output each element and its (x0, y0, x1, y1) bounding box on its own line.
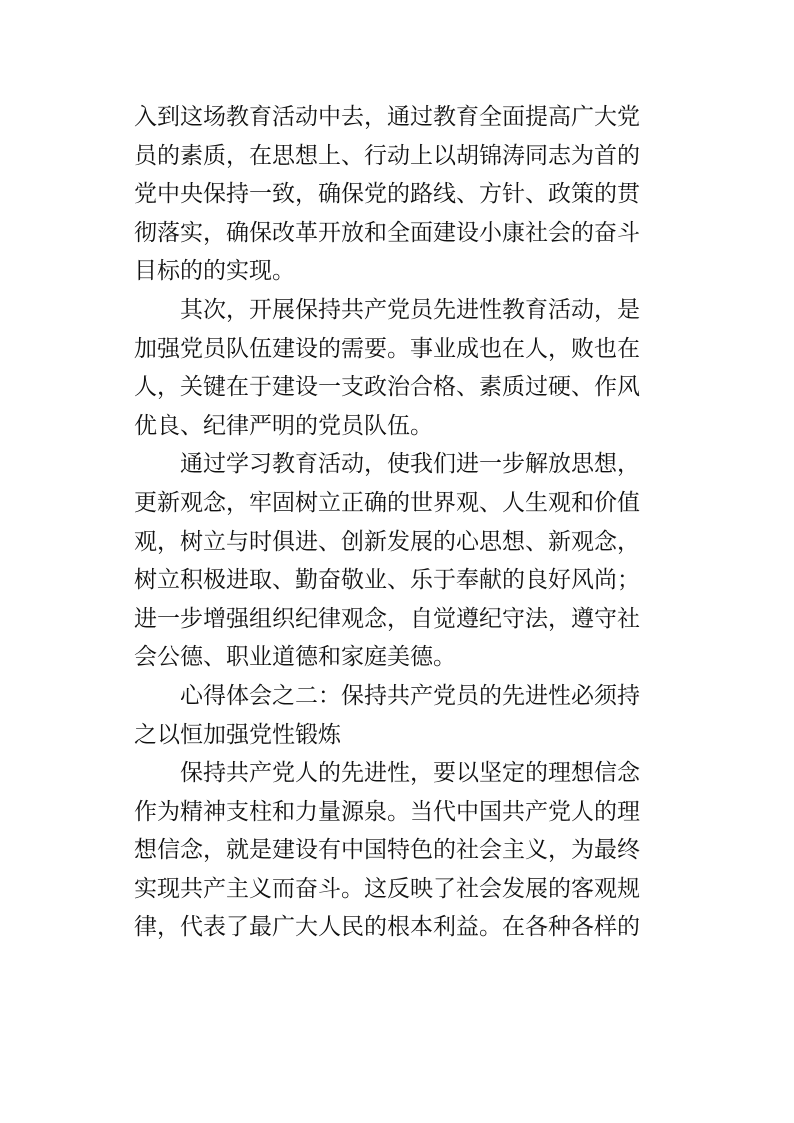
text-line-19: 作为精神支柱和力量源泉。当代中国共产党人的理 (134, 798, 640, 825)
text-line-14: 进一步增强组织纪律观念，自觉遵纪守法，遵守社 (134, 605, 640, 632)
text-line-16: 心得体会之二：保持共产党员的先进性必须持 (134, 682, 640, 709)
text-line-15: 会公德、职业道德和家庭美德。 (134, 644, 456, 671)
text-line-21: 实现共产主义而奋斗。这反映了社会发展的客观规 (134, 875, 640, 902)
text-line-4: 彻落实，确保改革开放和全面建设小康社会的奋斗 (134, 219, 640, 246)
text-line-17: 之以恒加强党性锻炼 (134, 721, 341, 748)
text-line-1: 入到这场教育活动中去，通过教育全面提高广大党 (134, 104, 640, 130)
document-body (134, 98, 664, 947)
text-line-8: 人，关键在于建设一支政治合格、素质过硬、作风 (134, 374, 640, 401)
text-line-10: 通过学习教育活动，使我们进一步解放思想， (134, 451, 640, 478)
text-line-7: 加强党员队伍建设的需要。事业成也在人，败也在 (134, 335, 640, 362)
text-line-6: 其次，开展保持共产党员先进性教育活动，是 (134, 296, 640, 323)
text-line-2: 员的素质，在思想上、行动上以胡锦涛同志为首的 (134, 142, 640, 169)
text-line-20: 想信念，就是建设有中国特色的社会主义，为最终 (134, 837, 640, 864)
text-line-18: 保持共产党人的先进性，要以坚定的理想信念 (134, 760, 640, 787)
text-line-11: 更新观念，牢固树立正确的世界观、人生观和价值 (134, 489, 640, 516)
text-line-9: 优良、纪律严明的党员队伍。 (134, 412, 433, 439)
text-line-12: 观，树立与时俱进、创新发展的心思想、新观念， (134, 528, 640, 555)
text-line-5: 目标的的实现。 (134, 258, 295, 285)
text-line-13: 树立积极进取、勤奋敬业、乐于奉献的良好风尚； (134, 567, 640, 594)
text-line-3: 党中央保持一致，确保党的路线、方针、政策的贯 (134, 181, 640, 208)
text-line-22: 律，代表了最广大人民的根本利益。在各种各样的 (134, 914, 640, 941)
